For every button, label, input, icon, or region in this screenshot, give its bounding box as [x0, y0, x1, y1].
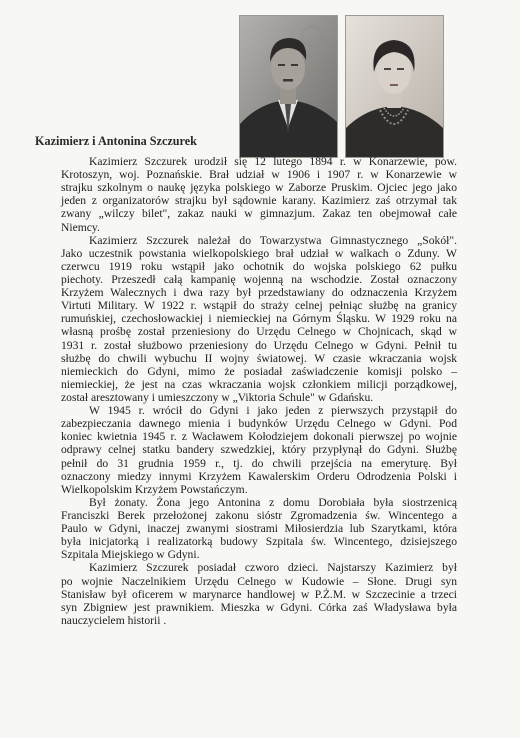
- text-line: Krotoszyn, woj. Poznańskie. Brał udział w 1906 i 1907 r. w Konarzewie w: [61, 168, 457, 182]
- text-line: po wojnie Naczelnikiem Urzędu Celnego w Kudowie – Słone. Drugi syn: [61, 574, 457, 588]
- paragraph-3: [61, 404, 457, 496]
- text-line: Niemcy.: [61, 220, 100, 234]
- text-line: Krzyżem Walecznych i dwa razy był przedstawiany do odznaczenia Krzyżem: [61, 286, 457, 300]
- text-line: strajku szkolnym o naukę języka polskiego w Zaborze Pruskim. Ojciec jego jako: [61, 181, 457, 195]
- text-line: Był żonaty. Żona jego Antonina z domu Dorobiała była siostrzenicą: [89, 495, 457, 509]
- paragraph-5: [61, 561, 457, 627]
- man-portrait-photo: [239, 15, 338, 158]
- text-line: 1931 r. został służbowo przeniesiony do Urzędu Celnego w Gdyni. Pełnił tu: [61, 338, 457, 352]
- text-line: jeden z organizatorów strajku był sądownie karany. Kazimierz zaś otrzymał tak: [61, 194, 457, 208]
- text-line: Stanisław był oficerem w marynarce handlowej w P.Ż.M. w Szczecinie a trzeci: [61, 587, 457, 601]
- text-line: Paulo w Gdyni, inaczej zwanymi siostrami Miłosierdzia lub Szarytkami, która: [61, 522, 457, 536]
- text-line: niemieckich do Gdyni, mimo że posiadał zaświadczenie komisji polsko –: [61, 364, 457, 378]
- woman-portrait-image: [346, 16, 443, 157]
- text-line: Franciszki Berek przełożonej zakonu sióstr Zgromadzenia św. Wincentego a: [61, 508, 457, 522]
- text-line: odprawy celnej statku bandery szwedzkiej, który przypłynął do Gdyni. Służbę: [61, 443, 457, 457]
- paragraph-1: [61, 155, 457, 234]
- text-line: zwany „wilczy bilet", zakaz nauki w gimnazjum. Zakaz ten obejmował całe: [61, 207, 457, 221]
- text-line: rumuńskiej, czechosłowackiej i niemieckiej na Górnym Śląsku. W 1929 roku na: [61, 312, 457, 326]
- text-line: Virtuti Military. W 1922 r. wstąpił do straży celnej pełniąc służbę na granicy: [61, 299, 457, 313]
- text-line: Szpitala Miejskiego w Gdyni.: [61, 548, 200, 562]
- text-line: niemieckiej, że jest na czas wkraczania wojsk członkiem milicji porządkowej,: [61, 377, 457, 391]
- text-line: Kazimierz Szczurek urodził się 12 lutego 1894 r. w Konarzewie, pow.: [89, 155, 457, 168]
- text-line: służbę do chwili wybuchu II wojny światowej. W czasie wkraczania wojsk: [61, 351, 457, 365]
- man-portrait-image: [240, 16, 337, 157]
- text-line: zabezpieczania dawnego mienia i budynków Urzędu Celnego w Gdyni. Pod: [61, 417, 457, 431]
- woman-portrait-photo: [345, 15, 444, 158]
- text-line: koniec kwietnia 1945 r. z Wacławem Kołodziejem dokonali pierwszej po wojnie: [61, 430, 457, 444]
- text-line: Kazimierz Szczurek posiadał czworo dzieci. Najstarszy Kazimierz był: [89, 561, 457, 575]
- text-line: pełnił do 31 grudnia 1959 r., tj. do chwili przejścia na emeryturę. Był: [61, 456, 457, 470]
- text-line: czerwcu 1919 roku wstąpił jako ochotnik do wojska polskiego 62 pułku: [61, 259, 457, 273]
- paragraph-4: [61, 496, 457, 562]
- text-line: syn Zbigniew jest prawnikiem. Mieszka w Gdyni. Córka zaś Władysława była: [61, 600, 457, 614]
- text-line: W 1945 r. wrócił do Gdyni i jako jeden z pierwszych przystąpił do: [89, 404, 457, 418]
- text-line: Jako uczestnik powstania wielkopolskiego brał udział w walkach o Zduny. W: [61, 246, 457, 260]
- text-line: była inicjatorką i realizatorką budowy Szpitala św. Wincentego, dzisiejszego: [61, 535, 457, 549]
- body-text: [61, 155, 457, 627]
- page-title: Kazimierz i Antonina Szczurek: [35, 134, 197, 148]
- text-line: nauczycielem historii .: [61, 613, 167, 627]
- paragraph-2: [61, 234, 457, 404]
- text-line: oznaczony miedzy innymi Krzyżem Kawalerskim Orderu Odrodzenia Polski i: [61, 469, 457, 483]
- text-line: własną prośbę został przeniesiony do Urzędu Celnego w Chojnicach, skąd w: [61, 325, 457, 339]
- text-line: Kazimierz Szczurek należał do Towarzystwa Gimnastycznego „Sokół".: [89, 233, 457, 247]
- text-line: został aresztowany i umieszczony w „Viktoria Schule" w Gdańsku.: [61, 390, 374, 404]
- text-line: Wielkopolskim Krzyżem Powstańczym.: [61, 482, 248, 496]
- text-line: piechoty. Przeszedł całą kampanię wojenną na wschodzie. Został oznaczony: [61, 272, 457, 286]
